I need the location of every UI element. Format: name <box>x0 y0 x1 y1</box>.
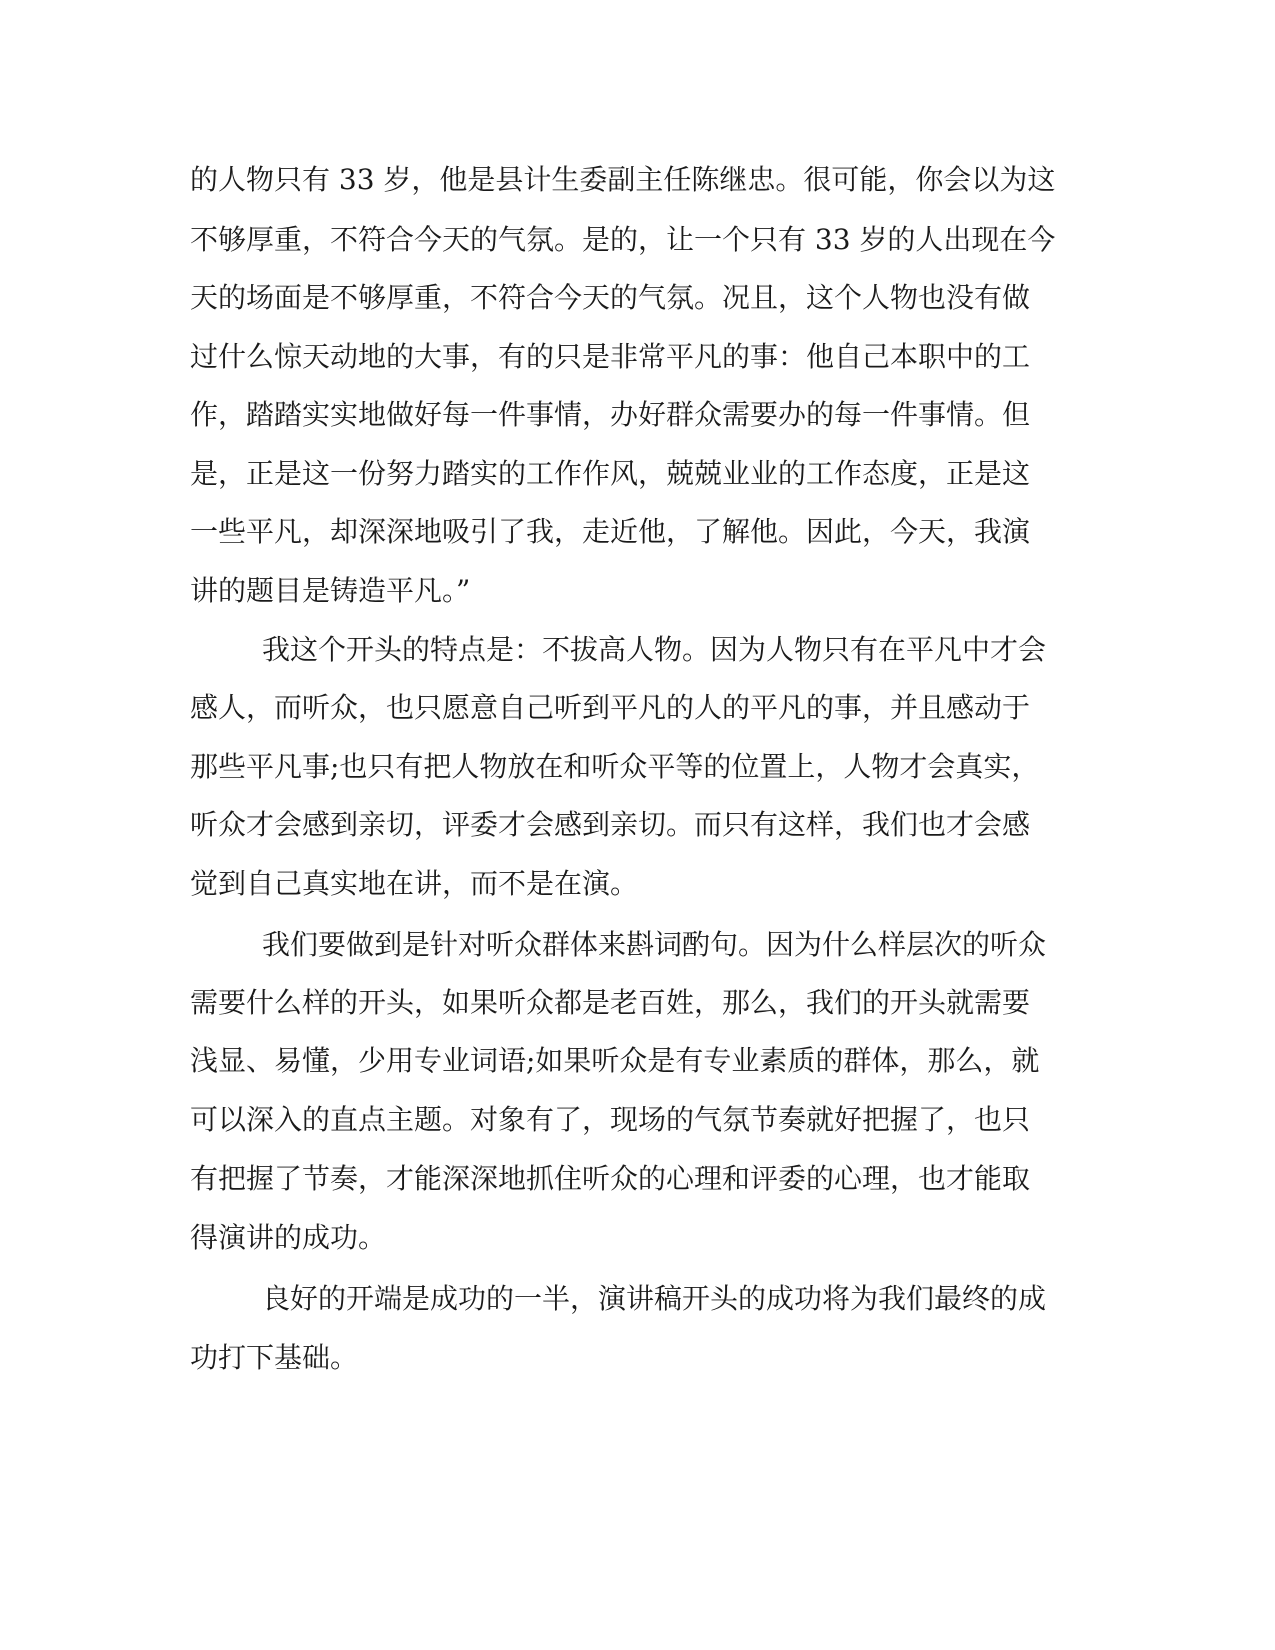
paragraph-1-line-4: 过什么惊天动地的大事，有的只是非常平凡的事：他自己本职中的工 <box>190 340 1031 373</box>
paragraph-1-line-1: 的人物只有 33 岁，他是县计生委副主任陈继忠。很可能，你会以为这 <box>190 163 1056 196</box>
paragraph-1-line-7: 一些平凡，却深深地吸引了我，走近他，了解他。因此，今天，我演 <box>190 515 1031 548</box>
paragraph-4-line-2: 功打下基础。 <box>190 1341 359 1374</box>
paragraph-3-line-5: 有把握了节奏，才能深深地抓住听众的心理和评委的心理，也才能取 <box>190 1162 1031 1195</box>
paragraph-2-line-1: 我这个开头的特点是：不拔高人物。因为人物只有在平凡中才会 <box>262 633 1047 666</box>
paragraph-3-line-2: 需要什么样的开头，如果听众都是老百姓，那么，我们的开头就需要 <box>190 986 1031 1019</box>
paragraph-3-line-6: 得演讲的成功。 <box>190 1221 387 1254</box>
paragraph-2-line-5: 觉到自己真实地在讲，而不是在演。 <box>190 867 639 900</box>
paragraph-2-line-3: 那些平凡事;也只有把人物放在和听众平等的位置上，人物才会真实， <box>190 750 1040 783</box>
paragraph-3-line-4: 可以深入的直点主题。对象有了，现场的气氛节奏就好把握了，也只 <box>190 1103 1031 1136</box>
paragraph-2-line-2: 感人，而听众，也只愿意自己听到平凡的人的平凡的事，并且感动于 <box>190 691 1031 724</box>
paragraph-1-line-2: 不够厚重，不符合今天的气氛。是的，让一个只有 33 岁的人出现在今 <box>190 223 1056 256</box>
paragraph-1-line-3: 天的场面是不够厚重，不符合今天的气氛。况且，这个人物也没有做 <box>190 281 1031 314</box>
paragraph-3-line-3: 浅显、易懂，少用专业词语;如果听众是有专业素质的群体，那么，就 <box>190 1044 1040 1077</box>
paragraph-1-line-6: 是，正是这一份努力踏实的工作作风，兢兢业业的工作态度，正是这 <box>190 457 1031 490</box>
paragraph-4-line-1: 良好的开端是成功的一半，演讲稿开头的成功将为我们最终的成 <box>262 1282 1047 1315</box>
paragraph-3-line-1: 我们要做到是针对听众群体来斟词酌句。因为什么样层次的听众 <box>262 928 1047 961</box>
paragraph-1-line-5: 作，踏踏实实地做好每一件事情，办好群众需要办的每一件事情。但 <box>190 398 1031 431</box>
paragraph-1-line-8: 讲的题目是铸造平凡。” <box>190 574 471 607</box>
paragraph-2-line-4: 听众才会感到亲切，评委才会感到亲切。而只有这样，我们也才会感 <box>190 808 1031 841</box>
